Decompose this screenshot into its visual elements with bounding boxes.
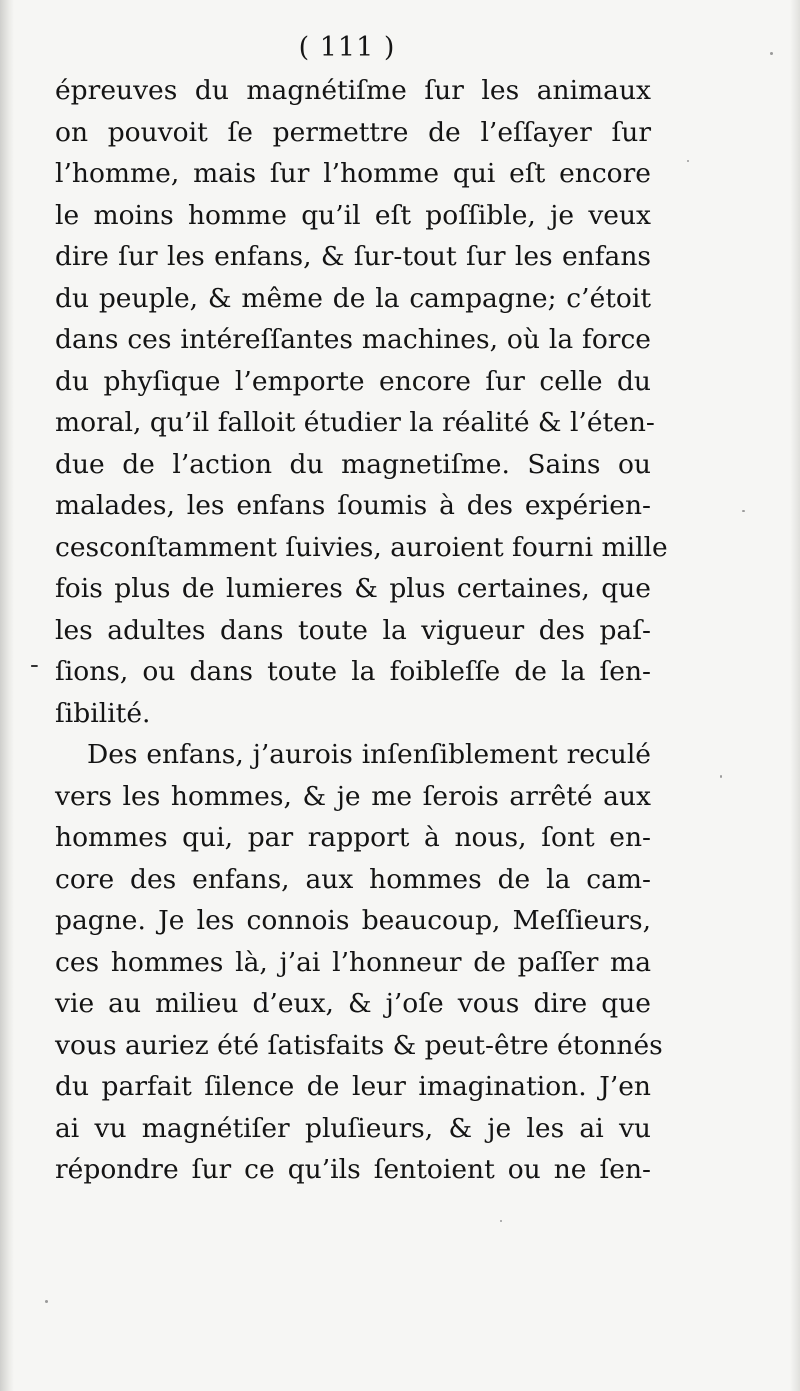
text-line: le moins homme qu’il eſt poſſible, je veux <box>55 199 651 231</box>
text-line: Des enfans, j’aurois inſenſiblement reculé <box>87 739 651 770</box>
margin-dash: - <box>30 650 39 680</box>
paper-speck <box>742 510 745 512</box>
text-line: fois plus de lumieres & plus certaines, que <box>55 573 651 604</box>
text-line: du phyſique l’emporte encore ſur celle du <box>55 365 651 397</box>
text-line: du parfait ſilence de leur imagination. J’en <box>55 1071 651 1102</box>
paragraph-2 <box>55 734 663 1191</box>
text-line: dire ſur les enfans, & ſur-tout ſur les enfans <box>55 241 651 272</box>
text-line: ces hommes là, j’ai l’honneur de paſſer ma <box>55 946 651 978</box>
text-line: les adultes dans toute la vigueur des paſ- <box>55 614 651 646</box>
text-line: pagne. Je les connois beaucoup, Meſſieurs, <box>55 905 651 936</box>
text-line: ſibilité. <box>55 697 151 729</box>
text-line: vous auriez été ſatisfaits & peut-être étonnés <box>55 1029 663 1061</box>
page-edge-shadow <box>790 0 800 1391</box>
page-number: ( 111 ) <box>298 32 396 63</box>
text-line: on pouvoit ſe permettre de l’eſſayer ſur <box>55 116 651 148</box>
text-line: épreuves du magnétiſme ſur les animaux <box>55 75 651 106</box>
text-line: du peuple, & même de la campagne; c’étoit <box>55 282 651 314</box>
paper-speck <box>770 52 773 55</box>
text-line: ai vu magnétiſer pluſieurs, & je les ai vu <box>55 1112 651 1144</box>
text-line: dans ces intéreſſantes machines, où la force <box>55 324 651 355</box>
body-text <box>55 70 668 1191</box>
paper-speck <box>720 775 722 778</box>
paper-speck <box>687 160 689 162</box>
text-line: hommes qui, par rapport à nous, ſont en- <box>55 822 651 853</box>
text-line: due de l’action du magnetiſme. Sains ou <box>55 448 651 480</box>
text-line: l’homme, mais ſur l’homme qui eſt encore <box>55 158 651 189</box>
paper-speck <box>45 1300 48 1303</box>
paper-speck <box>500 1220 502 1222</box>
text-line: vie au milieu d’eux, & j’oſe vous dire que <box>55 988 651 1019</box>
text-line: cesconſtamment ſuivies, auroient fourni mille <box>55 531 668 563</box>
page-gutter-shadow <box>0 0 14 1391</box>
text-line: ſions, ou dans toute la foibleſſe de la ſen- <box>55 656 651 687</box>
text-line: moral, qu’il falloit étudier la réalité & l’éten- <box>55 407 655 438</box>
text-line: core des enfans, aux hommes de la cam- <box>55 863 651 895</box>
text-line: malades, les enfans ſoumis à des expérien- <box>55 490 651 521</box>
text-line: répondre ſur ce qu’ils ſentoient ou ne ſen- <box>55 1154 651 1185</box>
paragraph-1 <box>55 70 668 734</box>
text-line: vers les hommes, & je me ſerois arrêté aux <box>55 780 651 812</box>
